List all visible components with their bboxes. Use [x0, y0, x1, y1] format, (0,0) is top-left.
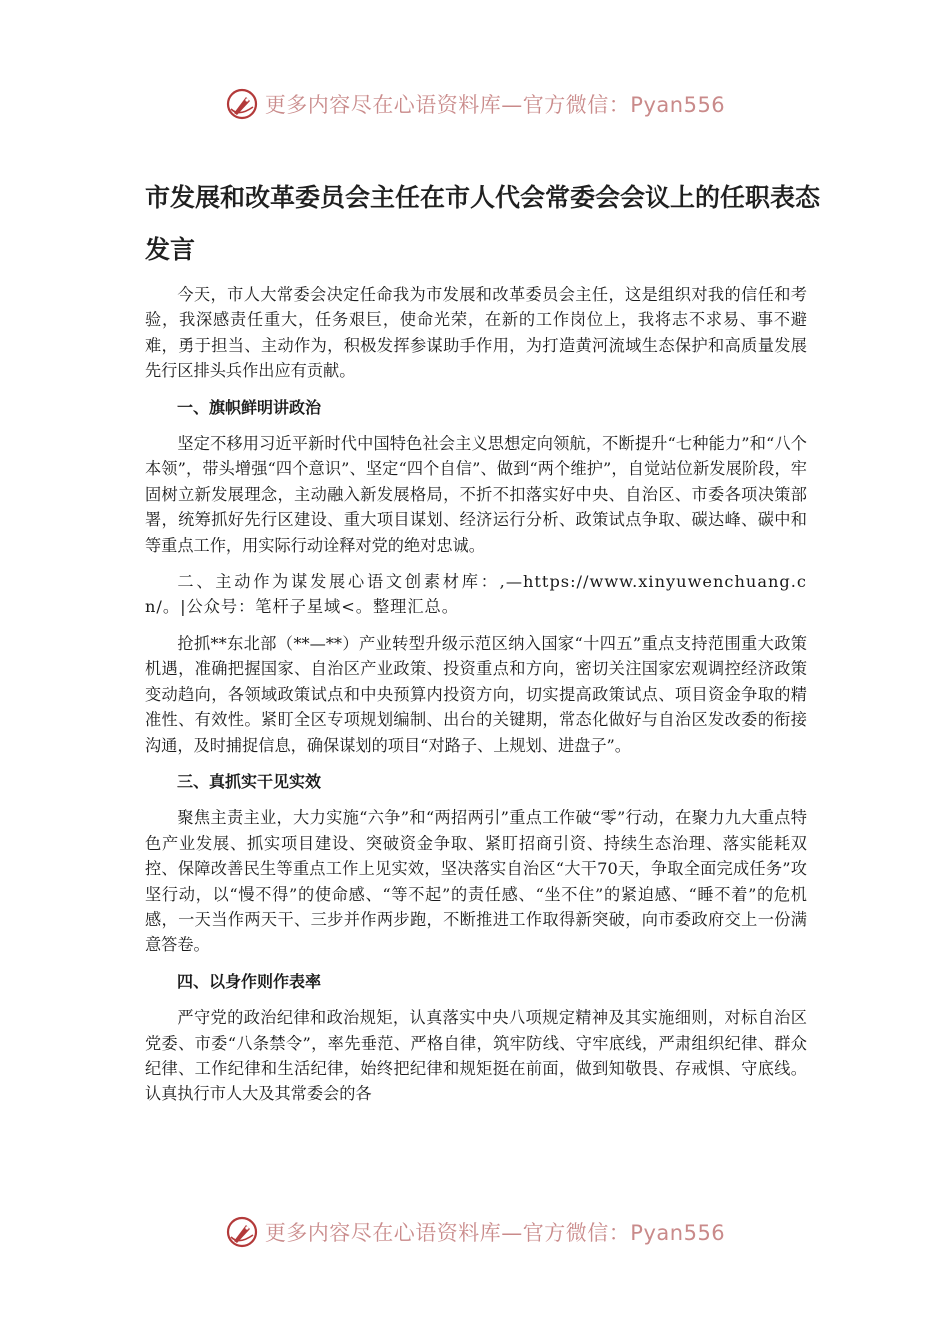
document-body [145, 282, 807, 1118]
header-watermark-banner [0, 84, 950, 124]
section-2-heading-line: 二、主动作为谋发展心语文创素材库：,—https://www.xinyuwenchuang.cn/。|公众号：笔杆子星域<。整理汇总。 [145, 572, 807, 617]
pen-nib-logo-icon [225, 87, 259, 121]
section-3-paragraph: 聚焦主责主业，大力实施“六争”和“两招两引”重点工作破“零”行动，在聚力九大重点特色产业发展、抓实项目建设、突破资金争取、紧盯招商引资、持续生态治理、落实能耗双控、保障改善民生等重点工作上见实效，坚决落实自治区“大干70天，争取全面完成任务”攻坚行动，以“慢不得”的使命感、“等不起”的责任感、“坐不住”的紧迫感、“睡不着”的危机感，一天当作两天干、三步并作两步跑，不断推进工作取得新突破，向市委政府交上一份满意答卷。 [145, 808, 807, 955]
pen-nib-logo-icon [225, 1215, 259, 1249]
section-heading-3: 三、真抓实干见实效 [177, 771, 322, 791]
watermark-text: 更多内容尽在心语资料库—官方微信：Pyan556 [264, 1221, 726, 1245]
footer-watermark-banner [0, 1212, 950, 1252]
section-1-paragraph: 坚定不移用习近平新时代中国特色社会主义思想定向领航，不断提升“七种能力”和“八个本领”，带头增强“四个意识”、坚定“四个自信”、做到“两个维护”，自觉站位新发展阶段，牢固树立新发展理念，主动融入新发展格局，不折不扣落实好中央、自治区、市委各项决策部署，统筹抓好先行区建设、重大项目谋划、经济运行分析、政策试点争取、碳达峰、碳中和等重点工作，用实际行动诠释对党的绝对忠诚。 [145, 434, 807, 555]
document-title: 市发展和改革委员会主任在市人代会常委会会议上的任职表态发言 [145, 183, 821, 264]
watermark-text: 更多内容尽在心语资料库—官方微信：Pyan556 [264, 93, 726, 117]
section-4-paragraph: 严守党的政治纪律和政治规矩，认真落实中央八项规定精神及其实施细则，对标自治区党委、市委“八条禁令”，率先垂范、严格自律，筑牢防线、守牢底线，严肃组织纪律、群众纪律、工作纪律和生活纪律，始终把纪律和规矩挺在前面，做到知敬畏、存戒惧、守底线。认真执行市人大及其常委会的各 [145, 1008, 807, 1104]
intro-paragraph: 今天，市人大常委会决定任命我为市发展和改革委员会主任，这是组织对我的信任和考验，我深感责任重大，任务艰巨，使命光荣，在新的工作岗位上，我将志不求易、事不避难，勇于担当、主动作为，积极发挥参谋助手作用，为打造黄河流域生态保护和高质量发展先行区排头兵作出应有贡献。 [145, 285, 807, 381]
section-heading-1: 一、旗帜鲜明讲政治 [177, 397, 322, 417]
section-2-paragraph: 抢抓**东北部（**—**）产业转型升级示范区纳入国家“十四五”重点支持范围重大政策机遇，准确把握国家、自治区产业政策、投资重点和方向，密切关注国家宏观调控经济政策变动趋向，各领域政策试点和中央预算内投资方向，切实提高政策试点、项目资金争取的精准性、有效性。紧盯全区专项规划编制、出台的关键期，常态化做好与自治区发改委的衔接沟通，及时捕捉信息，确保谋划的项目“对路子、上规划、进盘子”。 [145, 633, 807, 755]
section-heading-4: 四、以身作则作表率 [177, 971, 322, 991]
